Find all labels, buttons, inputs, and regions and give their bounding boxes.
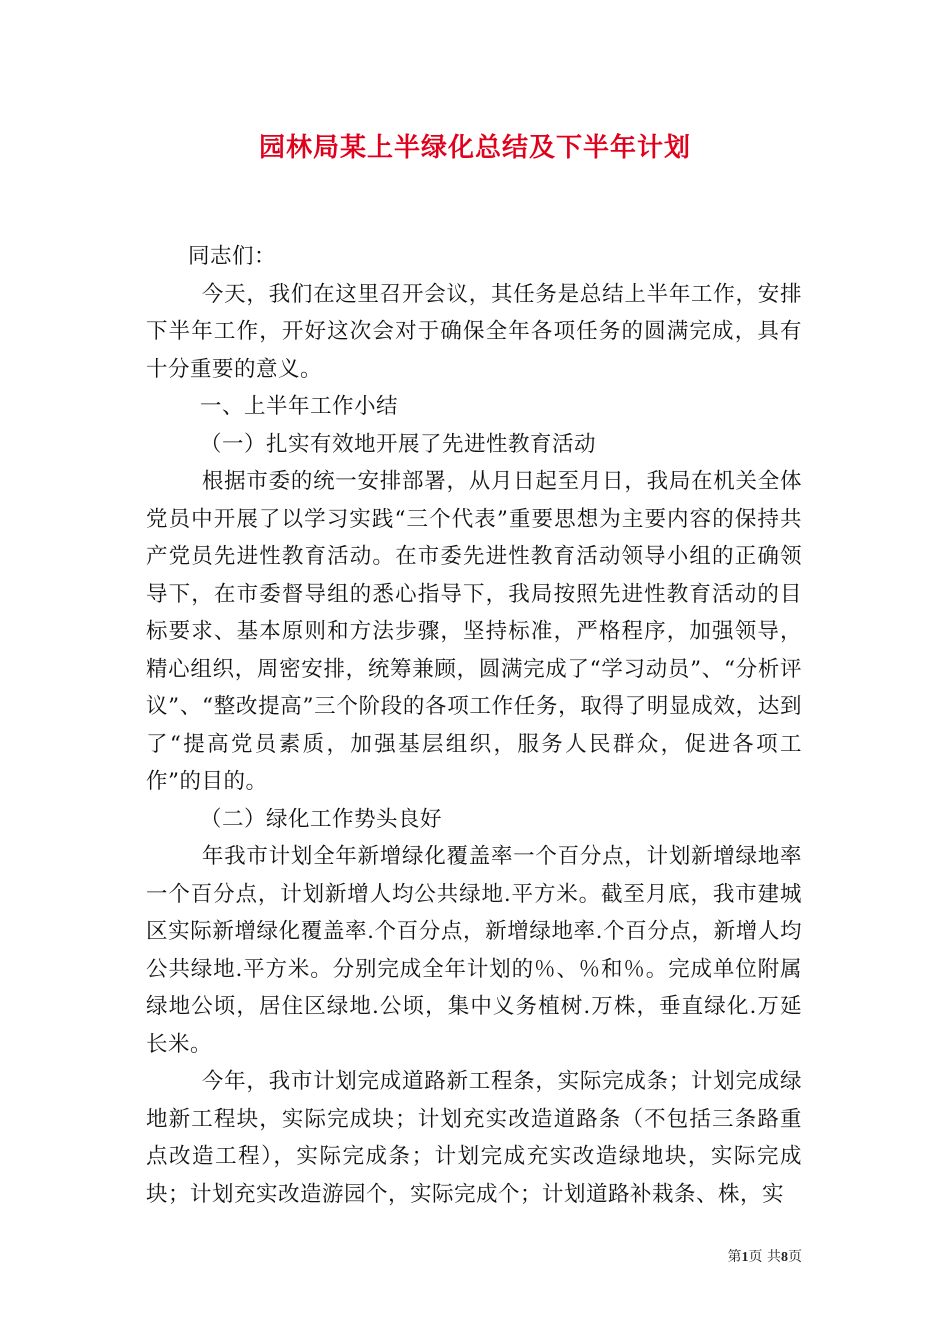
page-total: 8 xyxy=(781,1250,788,1265)
subsection-heading: （二）绿化工作势头良好 xyxy=(200,806,443,832)
document-body xyxy=(146,238,802,1213)
section-heading: 一、上半年工作小结 xyxy=(200,394,399,419)
page-current: 1 xyxy=(741,1250,749,1265)
subsection-heading: （一）扎实有效地开展了先进性教育活动 xyxy=(200,431,597,457)
page-suffix: 页 xyxy=(788,1249,802,1265)
page-footer xyxy=(728,1246,802,1266)
paragraph: 今天，我们在这里召开会议，其任务是总结上半年工作，安排下半年工作，开好这次会对于确保全年各项任务的圆满完成，具有十分重要的意义。 xyxy=(146,281,802,382)
paragraph: 根据市委的统一安排部署，从月日起至月日，我局在机关全体党员中开展了以学习实践“三个代表”重要思想为主要内容的保持共产党员先进性教育活动。在市委先进性教育活动领导小组的正确领导下，在市委督导组的悉心指导下，我局按照先进性教育活动的目标要求、基本原则和方法步骤，坚持标准，严格程序，加强领导，精心组织，周密安排，统筹兼顾，圆满完成了“学习动员”、“分析评议”、“整改提高”三个阶段的各项工作任务，取得了明显成效，达到了“提高党员素质，加强基层组织，服务人民群众，促进各项工作”的目的。 xyxy=(146,469,802,794)
page-prefix: 第 xyxy=(727,1249,742,1265)
document-title: 园林局某上半绿化总结及下半年计划 xyxy=(258,133,691,163)
paragraph: 年我市计划全年新增绿化覆盖率一个百分点，计划新增绿地率一个百分点，计划新增人均公共绿地.平方米。截至月底，我市建城区实际新增绿化覆盖率.个百分点，新增绿地率.个百分点，新增人均公共绿地.平方米。分别完成全年计划的％、％和％。完成单位附属绿地公顷，居住区绿地.公顷，集中义务植树.万株，垂直绿化.万延长米。 xyxy=(146,844,802,1057)
paragraph: 今年，我市计划完成道路新工程条，实际完成条；计划完成绿地新工程块，实际完成块；计划充实改造道路条（不包括三条路重点改造工程），实际完成条；计划完成充实改造绿地块，实际完成块；计划充实改造游园个，实际完成个；计划道路补栽条、株，实 xyxy=(146,1069,802,1207)
salutation: 同志们： xyxy=(188,244,277,269)
page-middle: 页 共 xyxy=(748,1249,781,1265)
